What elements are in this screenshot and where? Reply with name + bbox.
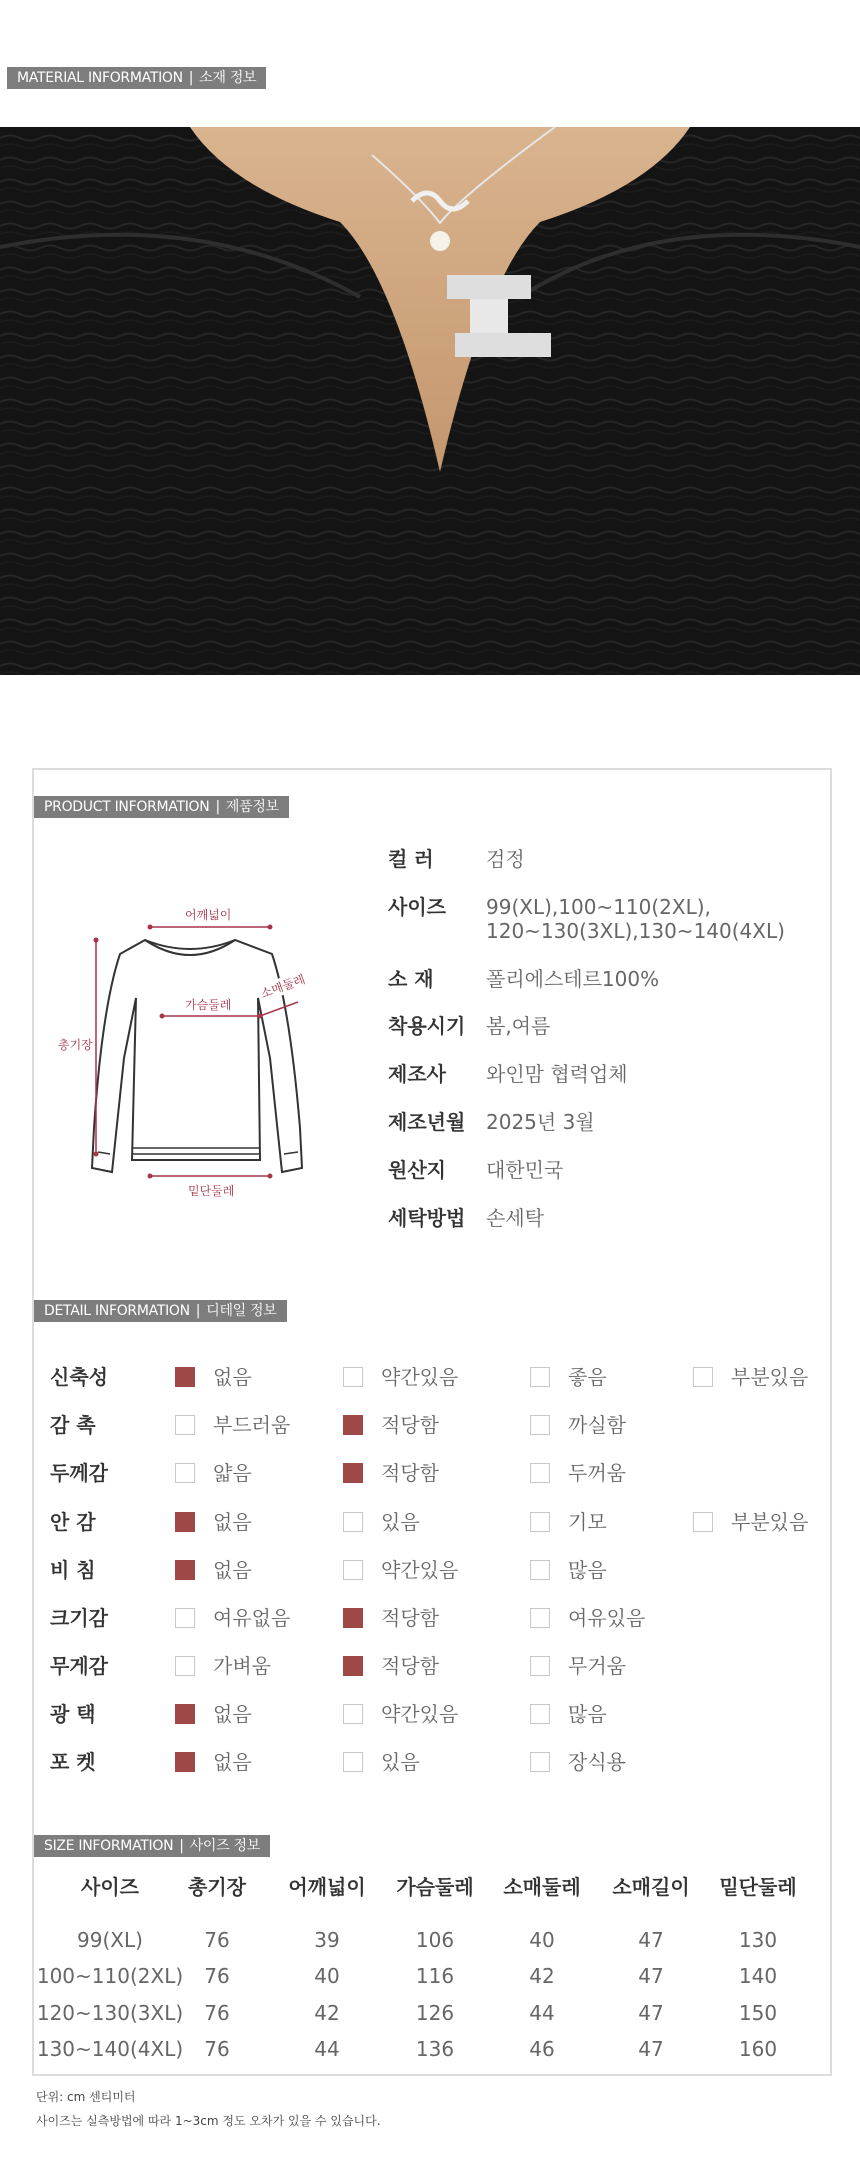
detail-option-label: 많음 bbox=[568, 1558, 607, 1582]
unit-note: 단위: cm 센티미터 bbox=[36, 2090, 136, 2104]
spec-value-line2: 120~130(3XL),130~140(4XL) bbox=[486, 919, 785, 943]
size-table-cell: 46 bbox=[529, 2037, 555, 2061]
unchecked-box-icon bbox=[693, 1512, 713, 1532]
detail-label: 무게감 bbox=[50, 1654, 108, 1678]
size-table-cell: 100~110(2XL) bbox=[36, 1964, 184, 1988]
checked-box-icon bbox=[175, 1752, 195, 1772]
size-table-header-cell: 가슴둘레 bbox=[396, 1875, 474, 1899]
checked-box-icon bbox=[343, 1463, 363, 1483]
diagram-sleeve-label: 소매둘레 bbox=[258, 972, 308, 1002]
product-info-label: PRODUCT INFORMATION | 제품정보 bbox=[34, 796, 289, 818]
detail-option-label: 얇음 bbox=[213, 1461, 252, 1485]
size-table-cell: 99(XL) bbox=[77, 1928, 143, 1952]
unchecked-box-icon bbox=[530, 1463, 550, 1483]
spec-value: 대한민국 bbox=[486, 1158, 564, 1182]
detail-label: 포 켓 bbox=[50, 1750, 96, 1774]
spec-value: 와인맘 협력업체 bbox=[486, 1062, 628, 1086]
unchecked-box-icon bbox=[530, 1656, 550, 1676]
detail-option-label: 여유있음 bbox=[568, 1606, 646, 1630]
size-table-cell: 116 bbox=[415, 1964, 455, 1988]
diagram-chest-label: 가슴둘레 bbox=[185, 998, 232, 1012]
detail-option-label: 있음 bbox=[381, 1750, 420, 1774]
garment-diagram bbox=[50, 898, 340, 1208]
size-table-cell: 39 bbox=[314, 1928, 340, 1952]
spec-value: 봄,여름 bbox=[486, 1014, 551, 1038]
detail-option-label: 없음 bbox=[213, 1702, 252, 1726]
detail-option-label: 부분있음 bbox=[731, 1365, 809, 1389]
size-info-label: SIZE INFORMATION | 사이즈 정보 bbox=[34, 1835, 270, 1857]
size-table-cell: 76 bbox=[204, 2037, 230, 2061]
detail-option-label: 적당함 bbox=[381, 1654, 439, 1678]
detail-option-label: 있음 bbox=[381, 1510, 420, 1534]
unchecked-box-icon bbox=[175, 1463, 195, 1483]
unchecked-box-icon bbox=[175, 1608, 195, 1628]
detail-label: 감 촉 bbox=[50, 1413, 96, 1437]
spec-value: 손세탁 bbox=[486, 1206, 544, 1230]
detail-option-label: 없음 bbox=[213, 1510, 252, 1534]
detail-option-label: 까실함 bbox=[568, 1413, 626, 1437]
size-table-header-cell: 사이즈 bbox=[81, 1875, 139, 1899]
detail-option-label: 부드러움 bbox=[213, 1413, 291, 1437]
detail-option-label: 좋음 bbox=[568, 1365, 607, 1389]
size-table-cell: 47 bbox=[638, 1928, 664, 1952]
size-table-header-cell: 어깨넓이 bbox=[288, 1875, 366, 1899]
size-table-cell: 76 bbox=[204, 2001, 230, 2025]
size-table-cell: 44 bbox=[314, 2037, 340, 2061]
size-table-header-cell: 총기장 bbox=[188, 1875, 246, 1899]
size-table-cell: 130~140(4XL) bbox=[36, 2037, 184, 2061]
detail-option-label: 약간있음 bbox=[381, 1365, 459, 1389]
unchecked-box-icon bbox=[343, 1560, 363, 1580]
spec-label: 착용시기 bbox=[388, 1014, 466, 1038]
detail-option-label: 가벼움 bbox=[213, 1654, 271, 1678]
detail-label: 크기감 bbox=[50, 1606, 108, 1630]
unchecked-box-icon bbox=[530, 1752, 550, 1772]
size-table-cell: 140 bbox=[738, 1964, 778, 1988]
spec-value: 검정 bbox=[486, 847, 525, 871]
product-photo bbox=[0, 127, 860, 675]
detail-option-label: 적당함 bbox=[381, 1461, 439, 1485]
detail-option-label: 없음 bbox=[213, 1365, 252, 1389]
checked-box-icon bbox=[175, 1367, 195, 1387]
table-row bbox=[36, 2034, 815, 2064]
detail-option-label: 여유없음 bbox=[213, 1606, 291, 1630]
detail-label: 광 택 bbox=[50, 1702, 96, 1726]
unchecked-box-icon bbox=[530, 1367, 550, 1387]
checked-box-icon bbox=[343, 1608, 363, 1628]
unchecked-box-icon bbox=[530, 1704, 550, 1724]
size-table-cell: 47 bbox=[638, 2037, 664, 2061]
size-table-cell: 76 bbox=[204, 1928, 230, 1952]
size-table-cell: 106 bbox=[415, 1928, 455, 1952]
unchecked-box-icon bbox=[530, 1608, 550, 1628]
diagram-length-label: 총기장 bbox=[58, 1038, 93, 1052]
detail-option-label: 없음 bbox=[213, 1750, 252, 1774]
spec-label: 세탁방법 bbox=[388, 1206, 466, 1230]
unchecked-box-icon bbox=[693, 1367, 713, 1387]
table-row bbox=[36, 1961, 815, 1991]
unchecked-box-icon bbox=[343, 1752, 363, 1772]
detail-option-label: 적당함 bbox=[381, 1413, 439, 1437]
detail-option-label: 무거움 bbox=[568, 1654, 626, 1678]
size-table-header-cell: 소매둘레 bbox=[503, 1875, 581, 1899]
detail-option-label: 기모 bbox=[568, 1510, 607, 1534]
blouse-neckline-illustration bbox=[0, 127, 860, 675]
detail-label: 비 침 bbox=[50, 1558, 96, 1582]
detail-info-label: DETAIL INFORMATION | 디테일 정보 bbox=[34, 1300, 287, 1322]
detail-option-label: 부분있음 bbox=[731, 1510, 809, 1534]
unchecked-box-icon bbox=[343, 1704, 363, 1724]
detail-option-label: 없음 bbox=[213, 1558, 252, 1582]
spec-value: 99(XL),100~110(2XL), bbox=[486, 895, 711, 919]
size-table-cell: 136 bbox=[415, 2037, 455, 2061]
detail-option-label: 장식용 bbox=[568, 1750, 626, 1774]
checked-box-icon bbox=[175, 1704, 195, 1724]
checked-box-icon bbox=[175, 1560, 195, 1580]
size-table-cell: 40 bbox=[529, 1928, 555, 1952]
size-table-cell: 47 bbox=[638, 2001, 664, 2025]
unchecked-box-icon bbox=[175, 1656, 195, 1676]
unchecked-box-icon bbox=[343, 1367, 363, 1387]
detail-option-label: 약간있음 bbox=[381, 1558, 459, 1582]
size-table-cell: 44 bbox=[529, 2001, 555, 2025]
checked-box-icon bbox=[343, 1415, 363, 1435]
spec-value: 2025년 3월 bbox=[486, 1110, 595, 1134]
size-table-header-cell: 소매길이 bbox=[612, 1875, 690, 1899]
size-table-cell: 160 bbox=[738, 2037, 778, 2061]
size-table-cell: 76 bbox=[204, 1964, 230, 1988]
size-table-cell: 120~130(3XL) bbox=[36, 2001, 184, 2025]
spec-label: 소 재 bbox=[388, 967, 434, 991]
detail-label: 안 감 bbox=[50, 1510, 96, 1534]
detail-option-label: 두꺼움 bbox=[568, 1461, 626, 1485]
unchecked-box-icon bbox=[530, 1560, 550, 1580]
checked-box-icon bbox=[175, 1512, 195, 1532]
unchecked-box-icon bbox=[530, 1512, 550, 1532]
spec-label: 원산지 bbox=[388, 1158, 446, 1182]
spec-label: 컬 러 bbox=[388, 847, 434, 871]
spec-value: 폴리에스테르100% bbox=[486, 967, 660, 991]
spec-label: 제조년월 bbox=[388, 1110, 466, 1134]
detail-option-label: 적당함 bbox=[381, 1606, 439, 1630]
diagram-shoulder-label: 어깨넓이 bbox=[185, 908, 232, 922]
table-row bbox=[45, 1925, 815, 1955]
detail-label: 신축성 bbox=[50, 1365, 108, 1389]
size-table-cell: 42 bbox=[314, 2001, 340, 2025]
tolerance-note: 사이즈는 실측방법에 따라 1~3cm 정도 오차가 있을 수 있습니다. bbox=[36, 2114, 381, 2128]
checked-box-icon bbox=[343, 1656, 363, 1676]
table-row bbox=[36, 1998, 815, 2028]
detail-label: 두께감 bbox=[50, 1461, 108, 1485]
material-info-label: MATERIAL INFORMATION | 소재 정보 bbox=[7, 67, 266, 89]
unchecked-box-icon bbox=[175, 1415, 195, 1435]
shirt-outline-icon bbox=[50, 898, 340, 1208]
size-table-cell: 150 bbox=[738, 2001, 778, 2025]
size-table-header-cell: 밑단둘레 bbox=[719, 1875, 797, 1899]
size-table-cell: 130 bbox=[738, 1928, 778, 1952]
spec-label: 사이즈 bbox=[388, 895, 446, 919]
unchecked-box-icon bbox=[530, 1415, 550, 1435]
size-table-cell: 126 bbox=[415, 2001, 455, 2025]
diagram-hem-label: 밑단둘레 bbox=[188, 1184, 235, 1198]
detail-option-label: 많음 bbox=[568, 1702, 607, 1726]
detail-option-label: 약간있음 bbox=[381, 1702, 459, 1726]
size-table-header bbox=[45, 1872, 815, 1902]
size-table-cell: 42 bbox=[529, 1964, 555, 1988]
size-table-cell: 47 bbox=[638, 1964, 664, 1988]
unchecked-box-icon bbox=[343, 1512, 363, 1532]
size-table-cell: 40 bbox=[314, 1964, 340, 1988]
spec-label: 제조사 bbox=[388, 1062, 446, 1086]
